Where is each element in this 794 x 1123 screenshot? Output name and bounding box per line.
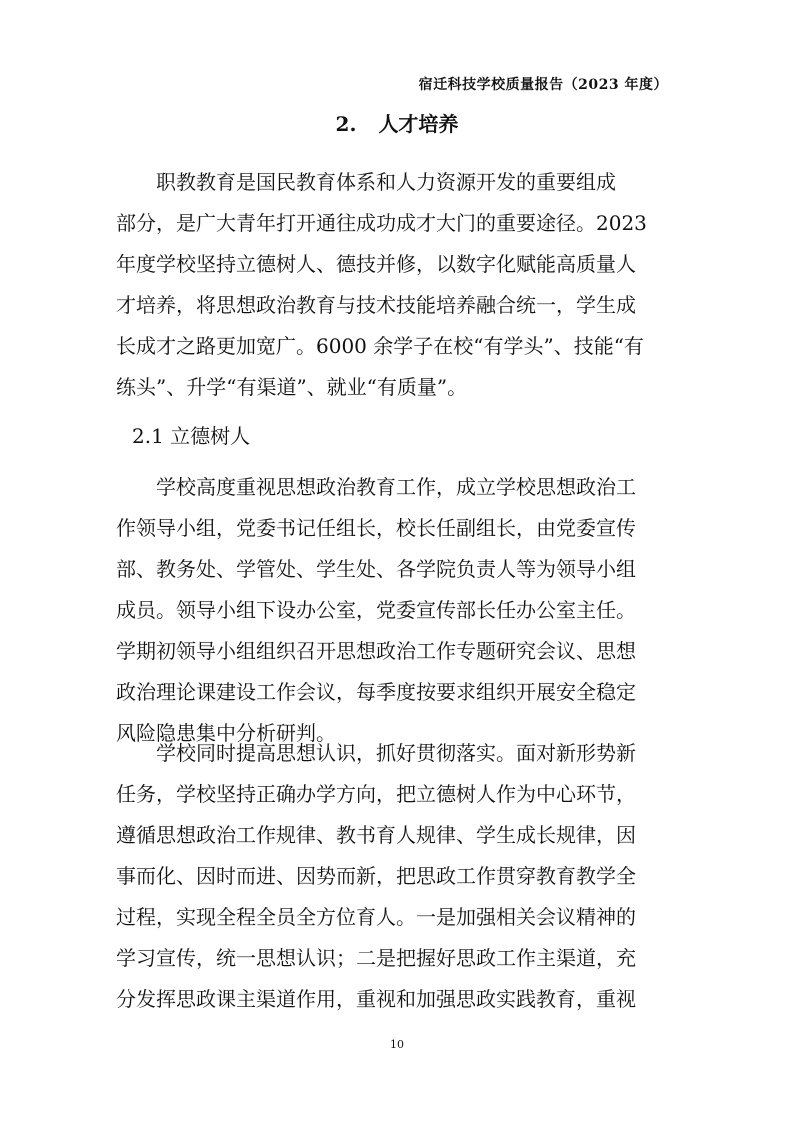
body-paragraph-1 bbox=[116, 467, 676, 754]
paragraph-line: 风险隐患集中分析研判。 bbox=[116, 721, 336, 745]
paragraph-line: 职教教育是国民教育体系和人力资源开发的重要组成 bbox=[116, 170, 616, 194]
section-title-text: 人才培养 bbox=[378, 112, 459, 136]
intro-paragraph bbox=[116, 162, 676, 408]
paragraph-line: 年度学校坚持立德树人、德技并修，以数字化赋能高质量人 bbox=[116, 252, 636, 276]
paragraph-line: 政治理论课建设工作会议，每季度按要求组织开展安全稳定 bbox=[116, 680, 636, 704]
body-paragraph-2 bbox=[116, 733, 676, 1020]
running-header: 宿迁科技学校质量报告（2023 年度） bbox=[418, 77, 668, 93]
paragraph-line: 部分，是广大青年打开通往成功成才大门的重要途径。2023 bbox=[116, 211, 647, 235]
paragraph-line: 任务，学校坚持正确办学方向，把立德树人作为中心环节， bbox=[116, 782, 636, 806]
paragraph-line: 学期初领导小组组织召开思想政治工作专题研究会议、思想 bbox=[116, 639, 636, 663]
paragraph-line: 分发挥思政课主渠道作用，重视和加强思政实践教育，重视 bbox=[116, 987, 636, 1011]
paragraph-line: 成员。领导小组下设办公室，党委宣传部长任办公室主任。 bbox=[116, 598, 636, 622]
paragraph-line: 学校高度重视思想政治教育工作，成立学校思想政治工 bbox=[116, 475, 636, 499]
section-title bbox=[0, 108, 794, 137]
paragraph-line: 才培养，将思想政治教育与技术技能培养融合统一，学生成 bbox=[116, 293, 636, 317]
paragraph-line: 学习宣传，统一思想认识；二是把握好思政工作主渠道，充 bbox=[116, 946, 636, 970]
page-number: 10 bbox=[390, 1038, 404, 1051]
paragraph-line: 练头”、升学“有渠道”、就业“有质量”。 bbox=[116, 375, 468, 399]
paragraph-line: 长成才之路更加宽广。6000 余学子在校“有学头”、技能“有 bbox=[116, 334, 644, 358]
paragraph-line: 部、教务处、学管处、学生处、各学院负责人等为领导小组 bbox=[116, 557, 636, 581]
paragraph-line: 遵循思想政治工作规律、教书育人规律、学生成长规律，因 bbox=[116, 823, 636, 847]
paragraph-line: 事而化、因时而进、因势而新，把思政工作贯穿教育教学全 bbox=[116, 864, 636, 888]
paragraph-line: 学校同时提高思想认识，抓好贯彻落实。面对新形势新 bbox=[116, 741, 636, 765]
subsection-heading: 2.1 立德树人 bbox=[132, 424, 251, 448]
paragraph-line: 过程，实现全程全员全方位育人。一是加强相关会议精神的 bbox=[116, 905, 636, 929]
paragraph-line: 作领导小组，党委书记任组长，校长任副组长，由党委宣传 bbox=[116, 516, 636, 540]
section-number: 2. bbox=[335, 112, 357, 136]
